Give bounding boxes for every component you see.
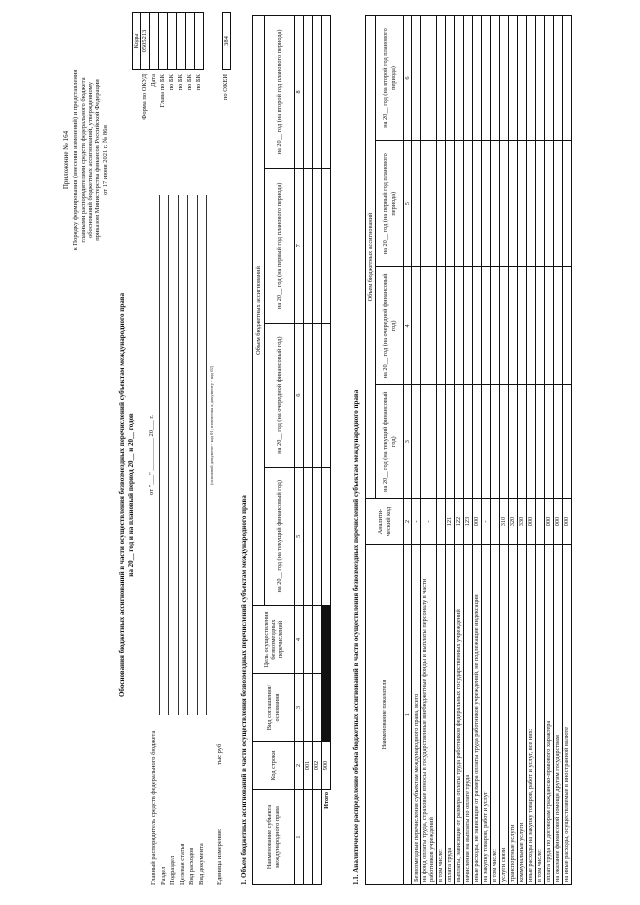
appendix-line: обоснований бюджетных ассигнований, утвержденному [86, 82, 94, 238]
code-label: по БК [195, 74, 202, 91]
value-cell [481, 385, 490, 499]
value-cell [481, 267, 490, 385]
row-name: оплата труда по договорам гражданско-правового характера [544, 545, 553, 885]
value-cell [472, 16, 481, 141]
value-cell [517, 385, 526, 499]
row-code: 122 [454, 499, 463, 545]
table-row [535, 16, 544, 885]
col-number: 6 [404, 16, 412, 141]
code-label: по БК [177, 74, 184, 91]
row-code: - [421, 499, 436, 545]
row-name: начисления на выплаты по оплате труда [463, 545, 472, 885]
value-cell [454, 267, 463, 385]
value-cell [421, 385, 436, 499]
value-cell [526, 267, 535, 385]
table-row [412, 16, 421, 885]
value-cell [436, 16, 445, 141]
code-value [168, 12, 177, 70]
col-number: 4 [295, 606, 304, 674]
appendix-header [62, 15, 109, 305]
value-cell [472, 385, 481, 499]
year-header: на 20__ год (на второй год планового периода) [265, 16, 295, 169]
row-code: 000 [544, 499, 553, 545]
col-number: 2 [295, 742, 304, 790]
col-header: Наименование субъекта международного права [253, 790, 295, 885]
value-cell [472, 267, 481, 385]
value-cell [553, 267, 562, 385]
col-number: 2 [404, 499, 412, 545]
value-cell [553, 385, 562, 499]
fill-line [159, 195, 160, 715]
table-row [454, 16, 463, 885]
value-cell [490, 267, 499, 385]
group-header: Объем бюджетных ассигнований [253, 16, 265, 606]
row-name: иные расходы, не зависящие от размера оплаты труда работников учреждений, не подлежащие индексации [472, 545, 481, 885]
year-header: на 20__ год (на текущий финансовый год) [265, 467, 295, 605]
codes-header: Коды [132, 12, 141, 70]
table-row [436, 16, 445, 885]
row-code: 123 [463, 499, 472, 545]
table-row [517, 16, 526, 885]
row-code: 330 [517, 499, 526, 545]
row-code: 000 [526, 499, 535, 545]
value-cell [445, 16, 454, 141]
table-row [313, 16, 322, 885]
code-value [186, 12, 195, 70]
value-cell [472, 140, 481, 266]
row-name: в том числе: [535, 545, 544, 885]
value-cell [562, 16, 571, 141]
value-cell [412, 140, 421, 266]
col-header: Цель осуществления безвозмездных перечислений [253, 606, 295, 674]
fill-line [197, 195, 198, 715]
row-code: 320 [508, 499, 517, 545]
table-row [463, 16, 472, 885]
row-code: - [412, 499, 421, 545]
value-cell [412, 267, 421, 385]
value-cell [526, 385, 535, 499]
col-number: 4 [404, 267, 412, 385]
col-number: 3 [295, 674, 304, 742]
value-cell [535, 140, 544, 266]
row-name: на закупку товаров, работ и услуг [481, 545, 490, 885]
value-cell [436, 140, 445, 266]
row-name: на иные расходы, осуществляемые в иностранной валюте [562, 545, 571, 885]
col-number: 3 [404, 385, 412, 499]
value-cell [508, 16, 517, 141]
value-cell [490, 16, 499, 141]
table-row [490, 16, 499, 885]
year-header: на 20__ год (на второй год планового периода) [376, 16, 404, 141]
code-value [159, 12, 168, 70]
value-cell [436, 385, 445, 499]
col-header: Аналити-ческий код [366, 499, 404, 545]
table-row [553, 16, 562, 885]
row-name: коммунальные услуги [517, 545, 526, 885]
label-vid-raskhodov: Вид расходов [188, 847, 195, 885]
row-name: оплата труда [445, 545, 454, 885]
row-code: 310 [499, 499, 508, 545]
fill-line [178, 195, 179, 715]
section1-table [252, 15, 331, 885]
total-label: Итого [322, 790, 331, 885]
value-cell [535, 267, 544, 385]
value-cell [517, 16, 526, 141]
code-value: 0505213 [141, 12, 150, 70]
value-cell [508, 267, 517, 385]
row-code [436, 499, 445, 545]
fill-line [168, 195, 169, 715]
value-cell [445, 267, 454, 385]
value-cell [436, 267, 445, 385]
value-cell [562, 267, 571, 385]
row-name: иные расходы на закупку товаров, работ и услуг, все них: [526, 545, 535, 885]
row-code: 002 [313, 742, 322, 790]
col-number: 7 [295, 168, 304, 323]
value-cell [481, 16, 490, 141]
label-unit: Единица измерения: тыс руб [216, 743, 223, 885]
row-code: 000 [562, 499, 571, 545]
label-vid-dokumenta: Вид документа [197, 843, 205, 885]
table-row [421, 16, 436, 885]
value-cell [421, 140, 436, 266]
col-header: Наименование показателя [366, 545, 404, 885]
row-name: на оказание финансовой помощи другим государствам [553, 545, 562, 885]
value-cell [544, 267, 553, 385]
row-code: 121 [445, 499, 454, 545]
label-tsel-statya: Целевая статья [178, 843, 186, 885]
code-value [150, 12, 159, 70]
appendix-number: Приложение № 164 [62, 130, 70, 190]
value-cell [454, 16, 463, 141]
okei-value: 384 [222, 12, 231, 70]
value-cell [421, 16, 436, 141]
col-number: 1 [295, 790, 304, 885]
label-razdel: Раздел [159, 866, 167, 885]
row-code: 001 [304, 742, 313, 790]
appendix-line: приказом Министерства финансов Российской Федерации [94, 79, 102, 241]
value-cell [517, 140, 526, 266]
table-row [472, 16, 481, 885]
total-row [322, 16, 331, 885]
value-cell [544, 16, 553, 141]
document-title: Обоснования бюджетных ассигнований в части осуществления безвозмездных перечислений субъектам международного права [118, 293, 126, 698]
date-line: от "___" __________ 20___ г. [148, 415, 155, 495]
label-podrazdel: Подраздел [169, 855, 176, 885]
value-cell [508, 385, 517, 499]
col-number: 5 [404, 140, 412, 266]
row-code [490, 499, 499, 545]
col-header: Код строки [253, 742, 295, 790]
value-cell [562, 140, 571, 266]
value-cell [517, 267, 526, 385]
code-label: Форма по ОКУД [141, 74, 148, 120]
table-row [544, 16, 553, 885]
value-cell [553, 140, 562, 266]
table-row [445, 16, 454, 885]
value-cell [544, 140, 553, 266]
value-cell [553, 16, 562, 141]
value-cell [463, 267, 472, 385]
row-name: услуги связи [499, 545, 508, 885]
total-code: 900 [322, 742, 331, 790]
fill-line [206, 195, 207, 715]
year-header: на 20__ год (на первый год планового периода) [265, 168, 295, 323]
table-row [304, 16, 313, 885]
row-code: - [481, 499, 490, 545]
appendix-line: от 17 июня 2021 г. № 86н [101, 125, 109, 195]
year-header: на 20__ год (на первый год планового периода) [376, 140, 404, 266]
row-code: 000 [553, 499, 562, 545]
col-number: 6 [295, 323, 304, 467]
code-label: по БК [186, 74, 193, 91]
value-cell [535, 16, 544, 141]
section11-title: 1.1. Аналитическое распределение объема бюджетных ассигнований в части осуществления безвозмездных перечислений субъектам международного права [352, 389, 360, 885]
section1-title: 1. Объем бюджетных ассигнований в части осуществления безвозмездных перечислений субъектам международного права [240, 495, 248, 885]
table-row [526, 16, 535, 885]
table-row [508, 16, 517, 885]
value-cell [481, 140, 490, 266]
value-cell [526, 16, 535, 141]
value-cell [544, 385, 553, 499]
code-label: Глава по БК [159, 74, 166, 108]
value-cell [421, 267, 436, 385]
col-number: 5 [295, 467, 304, 605]
okei-label: по ОКЕИ [222, 74, 229, 101]
value-cell [490, 140, 499, 266]
value-cell [454, 385, 463, 499]
table-row [499, 16, 508, 885]
row-name: на фонд оплаты труда, страховые взносы в государственные внебюджетные фонды и выплаты персоналу в части работников учреждений [421, 545, 436, 885]
value-cell [463, 140, 472, 266]
value-cell [463, 385, 472, 499]
document-subtitle: на 20__ год и на плановый период 20__ и 20__ годов [127, 413, 135, 577]
doc-type-note: (основной документ - код 01; изменения к документу - код 02) [209, 365, 214, 485]
code-label: по БК [168, 74, 175, 91]
row-name: Безвозмездные перечисления субъектам международного права, всего [412, 545, 421, 885]
row-name: транспортные услуги [508, 545, 517, 885]
row-name: в том числе: [490, 545, 499, 885]
value-cell [463, 16, 472, 141]
year-header: на 20__ год (на текущий финансовый год) [376, 385, 404, 499]
code-label: Дата [150, 74, 157, 87]
value-cell [499, 385, 508, 499]
value-cell [412, 385, 421, 499]
row-name: в том числе: [436, 545, 445, 885]
year-header: на 20__ год (на очередной финансовый год) [265, 323, 295, 467]
table-row [562, 16, 571, 885]
value-cell [535, 385, 544, 499]
section11-body [412, 16, 571, 885]
value-cell [499, 267, 508, 385]
value-cell [526, 140, 535, 266]
value-cell [499, 140, 508, 266]
value-cell [490, 385, 499, 499]
value-cell [445, 385, 454, 499]
year-header: на 20__ год (на очередной финансовый год) [376, 267, 404, 385]
label-gr-budget: Главный распорядитель средств федерального бюджета [150, 730, 157, 885]
code-value [195, 12, 204, 70]
row-code: 000 [472, 499, 481, 545]
value-cell [562, 385, 571, 499]
section11-table [365, 15, 572, 885]
code-value [177, 12, 186, 70]
value-cell [508, 140, 517, 266]
col-number: 8 [295, 16, 304, 169]
appendix-line: главными распорядителями средств федерального бюджета [79, 77, 87, 243]
appendix-line: к Порядку формирования (внесения изменений) и представления [72, 69, 80, 251]
row-code [535, 499, 544, 545]
value-cell [499, 16, 508, 141]
codes-block [132, 12, 231, 177]
left-labels [150, 731, 226, 885]
value-cell [445, 140, 454, 266]
table-row [481, 16, 490, 885]
group-header: Объем бюджетных ассигнований [366, 16, 376, 499]
value-cell [412, 16, 421, 141]
row-name: выплаты, зависящие от размера оплаты труда работников федеральных государственных учреждений [454, 545, 463, 885]
fill-line [187, 195, 188, 715]
value-cell [454, 140, 463, 266]
col-number: 1 [404, 545, 412, 885]
col-header: Вид соглашения/ основания [253, 674, 295, 742]
